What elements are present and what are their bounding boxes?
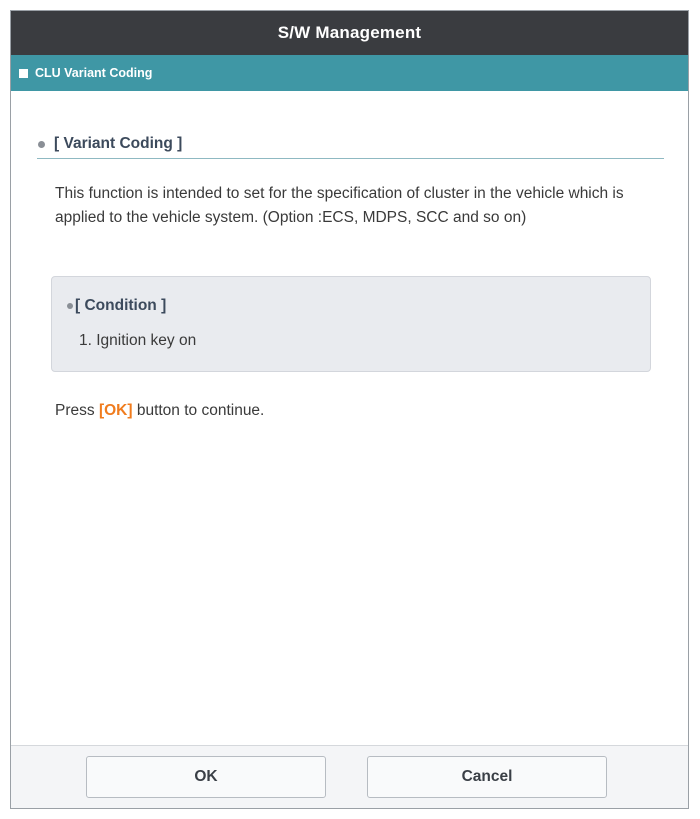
button-bar [11, 745, 688, 808]
window-title: S/W Management [11, 11, 688, 55]
dialog-window [10, 10, 689, 809]
condition-header [67, 297, 166, 315]
prompt-suffix: button to continue. [132, 402, 265, 419]
prompt-prefix: Press [55, 402, 99, 419]
section-title: [ Variant Coding ] [54, 135, 183, 152]
ok-button[interactable]: OK [86, 756, 326, 798]
condition-item: 1. Ignition key on [79, 332, 197, 349]
bullet-icon [67, 303, 73, 309]
section-header [37, 130, 664, 159]
square-bullet-icon [19, 69, 28, 78]
condition-box [51, 276, 651, 372]
bullet-icon [38, 141, 45, 148]
subheader-label: CLU Variant Coding [35, 66, 153, 80]
condition-title: [ Condition ] [75, 297, 167, 314]
subheader-bar [11, 55, 688, 91]
prompt-ok-highlight: [OK] [98, 402, 133, 419]
cancel-button[interactable]: Cancel [367, 756, 607, 798]
continue-prompt [55, 402, 264, 420]
description-text: This function is intended to set for the specification of cluster in the vehicle which is applied to the vehicle system. (Option :ECS, MDPS, SCC and so on) [55, 185, 624, 226]
